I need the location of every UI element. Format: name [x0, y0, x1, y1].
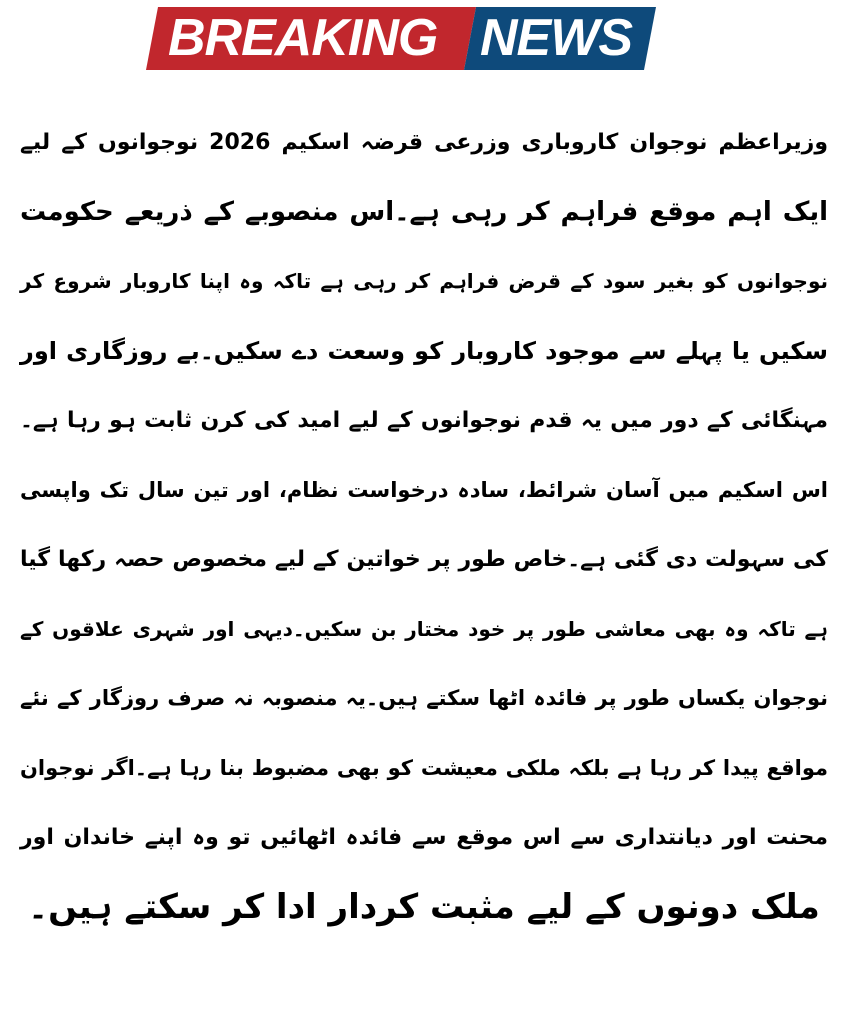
article-body	[20, 108, 828, 942]
article-line: ایک اہم موقع فراہم کر رہی ہے۔اس منصوبے کے ذریعے حکومت	[20, 196, 828, 227]
article-line: سکیں یا پہلے سے موجود کاروبار کو وسعت دے سکیں۔بے روزگاری اور	[20, 336, 828, 365]
article-line: محنت اور دیانتداری سے اس موقع سے فائدہ اٹھائیں تو وہ اپنے خاندان اور	[20, 825, 828, 850]
article-line: اس اسکیم میں آسان شرائط، سادہ درخواست نظام، اور تین سال تک واپسی	[20, 477, 828, 502]
article-line: کی سہولت دی گئی ہے۔خاص طور پر خواتین کے لیے مخصوص حصہ رکھا گیا	[20, 547, 828, 572]
banner-word-breaking: BREAKING	[168, 9, 438, 67]
article-line: مہنگائی کے دور میں یہ قدم نوجوانوں کے لیے امید کی کرن ثابت ہو رہا ہے۔	[20, 408, 828, 433]
article-line-last: ملک دونوں کے لیے مثبت کردار ادا کر سکتے ہیں۔	[28, 886, 820, 927]
banner-word-news: NEWS	[480, 9, 632, 67]
breaking-news-banner	[146, 7, 656, 70]
article-line: نوجوان یکساں طور پر فائدہ اٹھا سکتے ہیں۔یہ منصوبہ نہ صرف روزگار کے نئے	[20, 686, 828, 710]
article-line: نوجوانوں کو بغیر سود کے قرض فراہم کر رہی ہے تاکہ وہ اپنا کاروبار شروع کر	[20, 269, 828, 293]
article-line: وزیراعظم نوجوان کاروباری وزرعی قرضہ اسکیم 2026 نوجوانوں کے لیے	[20, 130, 828, 155]
article-line: ہے تاکہ وہ بھی معاشی طور پر خود مختار بن سکیں۔دیہی اور شہری علاقوں کے	[20, 616, 828, 641]
article-line: مواقع پیدا کر رہا ہے بلکہ ملکی معیشت کو بھی مضبوط بنا رہا ہے۔اگر نوجوان	[20, 755, 828, 780]
